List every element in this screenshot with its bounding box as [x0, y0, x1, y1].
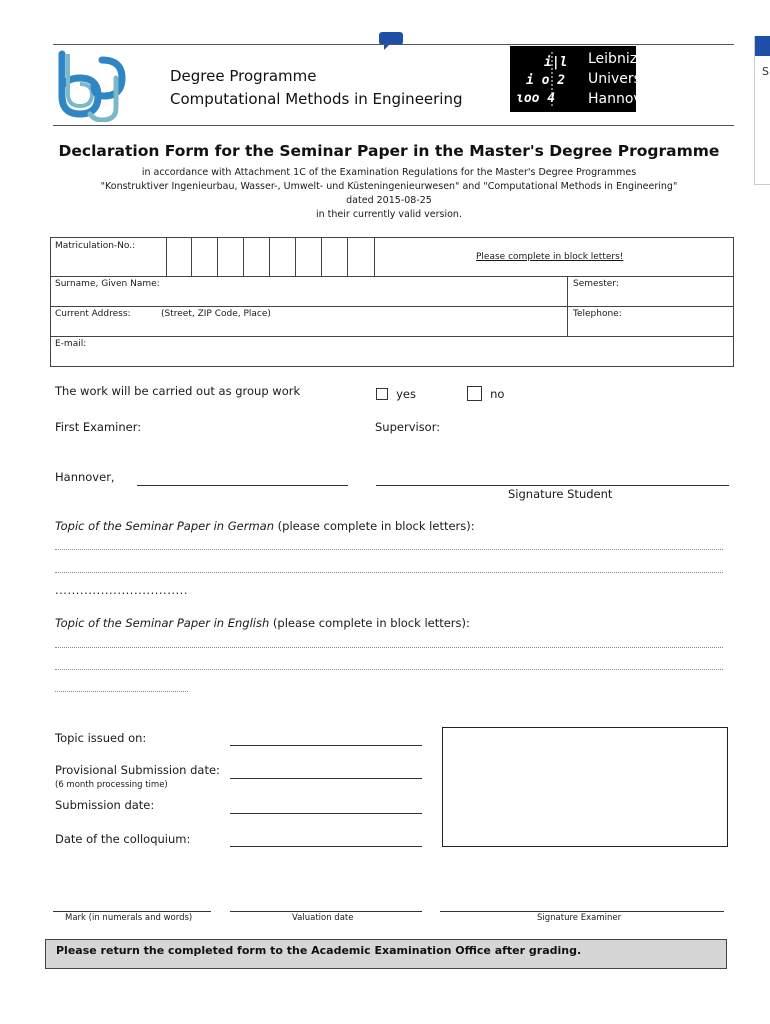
university-logo-line-2: Universität — [588, 71, 665, 87]
mark-line[interactable] — [53, 911, 211, 912]
stamp-box[interactable] — [442, 727, 728, 847]
subtitle-line-1: in accordance with Attachment 1C of the Examination Regulations for the Master's Degree Programmes — [141, 167, 637, 178]
programme-line-2: Computational Methods in Engineering — [170, 90, 463, 108]
group-work-label: The work will be carried out as group work — [55, 384, 301, 398]
return-note-box — [45, 939, 727, 969]
address-hint: (Street, ZIP Code, Place) — [161, 309, 271, 319]
svg-text:ɩoo 4: ɩoo 4 — [516, 91, 556, 106]
mark-label: Mark (in numerals and words) — [65, 913, 193, 923]
topic-issued-label: Topic issued on: — [55, 731, 147, 745]
matriculation-row — [51, 238, 733, 277]
topic-english-label — [55, 616, 470, 630]
form-title: Declaration Form for the Seminar Paper in the Master's Degree Programme — [58, 142, 720, 160]
provisional-submission-label: Provisional Submission date: — [55, 763, 220, 777]
signature-student-label: Signature Student — [508, 487, 613, 501]
faculty-logo — [54, 50, 126, 122]
colloquium-date-line[interactable] — [230, 846, 422, 847]
semester-label[interactable]: Semester: — [573, 279, 619, 289]
comment-icon[interactable] — [378, 31, 404, 51]
address-row — [51, 306, 733, 337]
matriculation-digit-7[interactable] — [321, 238, 348, 276]
matriculation-digit-5[interactable] — [269, 238, 296, 276]
side-panel-tab[interactable] — [755, 36, 770, 56]
matriculation-label: Matriculation-No.: — [55, 241, 136, 251]
topic-english-italic: Topic of the Seminar Paper in English — [55, 616, 270, 630]
side-panel-letter: S — [762, 65, 769, 78]
svg-text:i o 2: i o 2 — [526, 73, 566, 88]
topic-german-italic: Topic of the Seminar Paper in German — [55, 519, 275, 533]
no-checkbox-box[interactable] — [467, 386, 482, 401]
submission-date-line[interactable] — [230, 813, 422, 814]
first-examiner-label[interactable]: First Examiner: — [55, 420, 142, 434]
matriculation-digit-2[interactable] — [191, 238, 218, 276]
yes-checkbox-box[interactable] — [376, 388, 388, 400]
signature-student-line[interactable] — [376, 485, 729, 486]
surname-row — [51, 276, 733, 307]
address-label[interactable]: Current Address: — [55, 309, 131, 319]
email-row — [51, 336, 733, 366]
topic-german-label — [55, 519, 475, 533]
processing-time-note: (6 month processing time) — [55, 780, 168, 790]
programme-line-1: Degree Programme — [170, 67, 317, 85]
university-logo-line-3: Hannover — [588, 91, 657, 107]
topic-english-rest: (please complete in block letters): — [269, 616, 470, 630]
header-top-rule — [53, 44, 734, 45]
subtitle-line-3: dated 2015-08-25 — [346, 195, 432, 206]
provisional-submission-line[interactable] — [230, 778, 422, 779]
group-work-yes-checkbox[interactable] — [376, 383, 416, 402]
subtitle-line-4: in their currently valid version. — [316, 209, 462, 220]
supervisor-label[interactable]: Supervisor: — [375, 420, 441, 434]
signature-examiner-label: Signature Examiner — [537, 913, 622, 923]
colloquium-date-label: Date of the colloquium: — [55, 832, 191, 846]
university-logo-line-1: Leibniz — [588, 51, 638, 67]
date-line[interactable] — [137, 485, 348, 486]
group-work-no-checkbox[interactable] — [467, 383, 504, 402]
email-label[interactable]: E-mail: — [55, 339, 87, 349]
yes-label: yes — [396, 386, 416, 401]
matriculation-digit-1[interactable] — [166, 238, 192, 276]
topic-german-line-3[interactable]: ................................ — [55, 583, 188, 597]
signature-examiner-line[interactable] — [440, 911, 724, 912]
topic-german-line-2[interactable] — [55, 572, 723, 573]
topic-english-line-3[interactable] — [55, 691, 188, 692]
side-panel[interactable] — [754, 36, 770, 185]
valuation-date-label: Valuation date — [292, 913, 354, 923]
header-bottom-rule — [53, 125, 734, 126]
matriculation-digit-4[interactable] — [243, 238, 270, 276]
topic-issued-line[interactable] — [230, 745, 422, 746]
matriculation-digit-8[interactable] — [347, 238, 375, 276]
surname-label[interactable]: Surname, Given Name: — [55, 279, 160, 289]
topic-english-line-2[interactable] — [55, 669, 723, 670]
topic-german-rest: (please complete in block letters): — [274, 519, 475, 533]
matriculation-digit-6[interactable] — [295, 238, 322, 276]
matriculation-digit-3[interactable] — [217, 238, 244, 276]
svg-text:i|l: i|l — [544, 55, 568, 70]
no-label: no — [490, 386, 505, 401]
telephone-label[interactable]: Telephone: — [573, 309, 622, 319]
university-logo — [510, 46, 665, 112]
topic-english-line-1[interactable] — [55, 647, 723, 648]
subtitle-line-2: "Konstruktiver Ingenieurbau, Wasser-, Umwelt- und Küsteningenieurwesen" and "Computational Methods in Engineering" — [100, 181, 678, 192]
valuation-date-line[interactable] — [230, 911, 422, 912]
place-label: Hannover, — [55, 470, 115, 484]
submission-date-label: Submission date: — [55, 798, 155, 812]
topic-german-line-1[interactable] — [55, 549, 723, 550]
block-letters-note: Please complete in block letters! — [476, 252, 624, 262]
personal-data-table — [50, 237, 734, 367]
return-note-text: Please return the completed form to the Academic Examination Office after grading. — [56, 944, 582, 957]
